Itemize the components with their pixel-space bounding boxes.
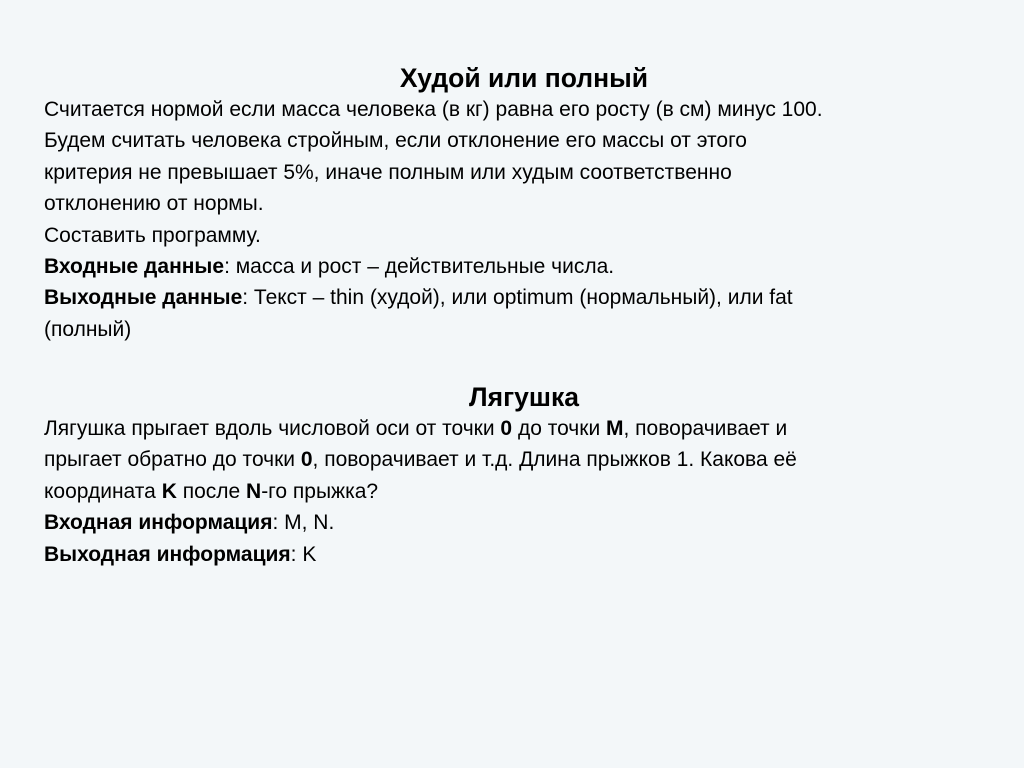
task-frog-input xyxy=(44,507,1004,538)
task-thin-or-fat-output xyxy=(44,282,1004,313)
text-span: до точки xyxy=(512,417,607,440)
task-thin-or-fat-output-cont: (полный) xyxy=(44,317,132,341)
input-data-label: Входные данные xyxy=(44,255,225,279)
task-frog-title: Лягушка xyxy=(469,382,579,412)
output-data-text: : Текст – thin (худой), или optimum (нормальный), или fat xyxy=(242,286,793,310)
text-span: , поворачивает и xyxy=(623,417,788,440)
task-thin-or-fat-line-4: отклонению от нормы. xyxy=(44,192,264,216)
input-data-text: : масса и рост – действительные числа. xyxy=(224,255,615,279)
text-span: прыгает обратно до точки xyxy=(44,448,301,472)
output-info-label: Выходная информация xyxy=(44,542,291,566)
task-thin-or-fat-line-3: критерия не превышает 5%, иначе полным или худым соответственно xyxy=(44,160,732,184)
text-span: , поворачивает и т.д. Длина прыжков 1. Какова её xyxy=(312,448,797,472)
task-thin-or-fat-input xyxy=(44,251,1004,282)
task-thin-or-fat-line-2: Будем считать человека стройным, если отклонение его массы от этого xyxy=(44,129,747,153)
text-span: -го прыжка? xyxy=(261,479,379,503)
point-m: M xyxy=(606,417,624,440)
output-info-text: : K xyxy=(290,542,317,566)
input-info-text: : M, N. xyxy=(272,511,335,535)
task-thin-or-fat-line-5: Составить программу. xyxy=(44,223,261,247)
text-span: Лягушка прыгает вдоль числовой оси от точки xyxy=(44,417,501,440)
task-thin-or-fat-line-1: Считается нормой если масса человека (в кг) равна его росту (в см) минус 100. xyxy=(44,98,823,121)
var-n: N xyxy=(246,479,262,503)
point-zero: 0 xyxy=(300,448,313,472)
point-zero: 0 xyxy=(500,417,513,440)
task-frog-line-3 xyxy=(44,476,1004,507)
text-span: после xyxy=(176,479,247,503)
task-frog-line-2 xyxy=(44,444,1004,475)
output-data-label: Выходные данные xyxy=(44,286,243,310)
text-span: координата xyxy=(44,479,162,503)
task-frog-output xyxy=(44,539,1004,570)
var-k: K xyxy=(161,479,177,503)
task-frog xyxy=(44,381,1004,570)
task-thin-or-fat xyxy=(44,62,1004,345)
task-frog-line-1 xyxy=(44,413,1004,444)
input-info-label: Входная информация xyxy=(44,511,273,535)
task-thin-or-fat-title: Худой или полный xyxy=(399,63,649,93)
